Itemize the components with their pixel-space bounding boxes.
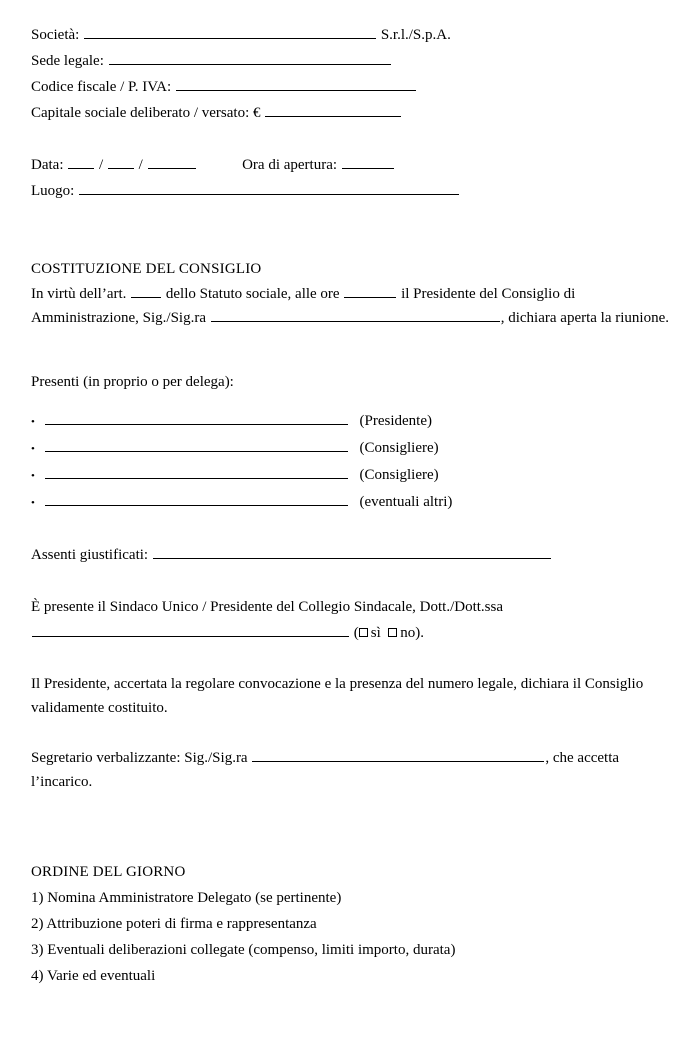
costituzione-text-b: dello Statuto sociale, alle ore — [165, 286, 340, 302]
costituzione-text-a: In virtù dell’art. — [31, 286, 127, 302]
list-item — [31, 489, 671, 516]
field-blank-ora-apertura[interactable] — [342, 154, 394, 169]
sindaco-choice-group — [354, 625, 424, 641]
sindaco-si-label: sì — [370, 625, 381, 641]
list-item-role-label: (eventuali altri) — [359, 494, 453, 510]
paragraph-sindaco-line1: È presente il Sindaco Unico / Presidente del Collegio Sindacale, Dott./Dott.ssa — [31, 599, 503, 615]
spacer-before-costituzione — [31, 204, 671, 256]
field-label-luogo: Luogo: — [31, 183, 75, 199]
field-blank-assenti[interactable] — [153, 544, 551, 559]
field-label-capitale-sociale: Capitale sociale deliberato / versato: € — [31, 105, 261, 121]
paragraph-presidente-costituito: Il Presidente, accertata la regolare convocazione e la presenza del numero legale, dichiara il Consiglio validamente costituito. — [31, 676, 644, 716]
field-blank-articolo[interactable] — [131, 283, 161, 298]
section-title-ordine-del-giorno: ORDINE DEL GIORNO — [31, 864, 186, 880]
agenda-item: 2) Attribuzione poteri di firma e rappresentanza — [31, 916, 317, 932]
costituzione-text-d: , dichiara aperta la riunione. — [500, 310, 669, 326]
date-separator-1: / — [98, 157, 104, 173]
list-item — [31, 435, 671, 462]
field-blank-data-anno[interactable] — [148, 154, 196, 169]
field-blank-segretario[interactable] — [252, 747, 544, 762]
field-row-capitale-sociale — [31, 100, 671, 126]
list-item — [31, 462, 671, 489]
date-separator-2: / — [138, 157, 143, 173]
field-label-codice-fiscale: Codice fiscale / P. IVA: — [31, 79, 172, 95]
bullet-icon: • — [31, 443, 35, 455]
list-item — [31, 408, 671, 435]
field-suffix-societa: S.r.l./S.p.A. — [380, 27, 451, 43]
field-blank-nome-presidente[interactable] — [211, 307, 500, 322]
spacer-before-presidente-paragraph — [31, 646, 671, 672]
field-blank-presente-2[interactable] — [45, 437, 348, 452]
list-item-role-label: (Consigliere) — [359, 467, 439, 483]
field-blank-data-mese[interactable] — [108, 154, 134, 169]
field-blank-ore-articolo[interactable] — [344, 283, 396, 298]
agenda-item: 4) Varie ed eventuali — [31, 968, 156, 984]
field-blank-luogo[interactable] — [79, 180, 459, 195]
field-row-data-ora — [31, 152, 671, 178]
field-blank-presente-1[interactable] — [45, 410, 348, 425]
field-row-codice-fiscale — [31, 74, 671, 100]
agenda-item: 3) Eventuali deliberazioni collegate (compenso, limiti importo, durata) — [31, 942, 456, 958]
paragraph-costituzione — [31, 282, 671, 330]
costituzione-text-c: il Presidente del Consiglio di Amministrazione, Sig./Sig.ra — [31, 286, 576, 326]
field-blank-presente-4[interactable] — [45, 491, 348, 506]
spacer-after-header — [31, 126, 671, 152]
spacer-before-assenti — [31, 516, 671, 542]
agenda-item: 1) Nomina Amministratore Delegato (se pertinente) — [31, 890, 342, 906]
heading-presenti: Presenti (in proprio o per delega): — [31, 374, 234, 390]
field-row-luogo — [31, 178, 671, 204]
field-blank-sindaco-nome[interactable] — [32, 622, 349, 637]
section-title-costituzione: COSTITUZIONE DEL CONSIGLIO — [31, 261, 262, 277]
spacer-before-odg-2 — [31, 846, 671, 859]
sindaco-close-paren: ). — [415, 625, 425, 641]
field-label-data: Data: — [31, 157, 64, 173]
field-label-sede-legale: Sede legale: — [31, 53, 104, 69]
spacer-after-presenti-heading — [31, 395, 671, 408]
paragraph-segretario — [31, 746, 671, 794]
spacer-before-odg — [31, 794, 671, 846]
spacer-before-segretario — [31, 720, 671, 746]
list-item-role-label: (Consigliere) — [359, 440, 439, 456]
bullet-icon: • — [31, 497, 35, 509]
field-row-assenti — [31, 542, 671, 568]
paragraph-sindaco-line2 — [31, 620, 671, 646]
spacer-before-sindaco — [31, 568, 671, 594]
bullet-icon: • — [31, 416, 35, 428]
field-row-sede-legale — [31, 48, 671, 74]
segretario-suffix: , che accetta l’incarico. — [31, 750, 620, 790]
field-blank-presente-3[interactable] — [45, 464, 348, 479]
list-item-role-label: (Presidente) — [359, 413, 432, 429]
sindaco-open-paren: ( — [353, 625, 359, 641]
field-label-societa: Società: — [31, 27, 80, 43]
list-presenti — [31, 408, 671, 516]
field-label-segretario: Segretario verbalizzante: Sig./Sig.ra — [31, 750, 248, 766]
document-body — [31, 22, 671, 989]
spacer-before-presenti — [31, 330, 671, 369]
field-blank-data-giorno[interactable] — [68, 154, 94, 169]
checkbox-no-icon[interactable] — [388, 628, 397, 637]
field-blank-sede-legale[interactable] — [109, 50, 391, 65]
field-blank-capitale-sociale[interactable] — [265, 102, 401, 117]
sindaco-no-label: no — [400, 625, 416, 641]
field-label-assenti: Assenti giustificati: — [31, 547, 149, 563]
checkbox-si-icon[interactable] — [359, 628, 368, 637]
bullet-icon: • — [31, 470, 35, 482]
field-row-societa — [31, 22, 671, 48]
field-label-ora-apertura: Ora di apertura: — [242, 157, 338, 173]
field-blank-societa[interactable] — [84, 24, 376, 39]
field-blank-codice-fiscale[interactable] — [176, 76, 416, 91]
